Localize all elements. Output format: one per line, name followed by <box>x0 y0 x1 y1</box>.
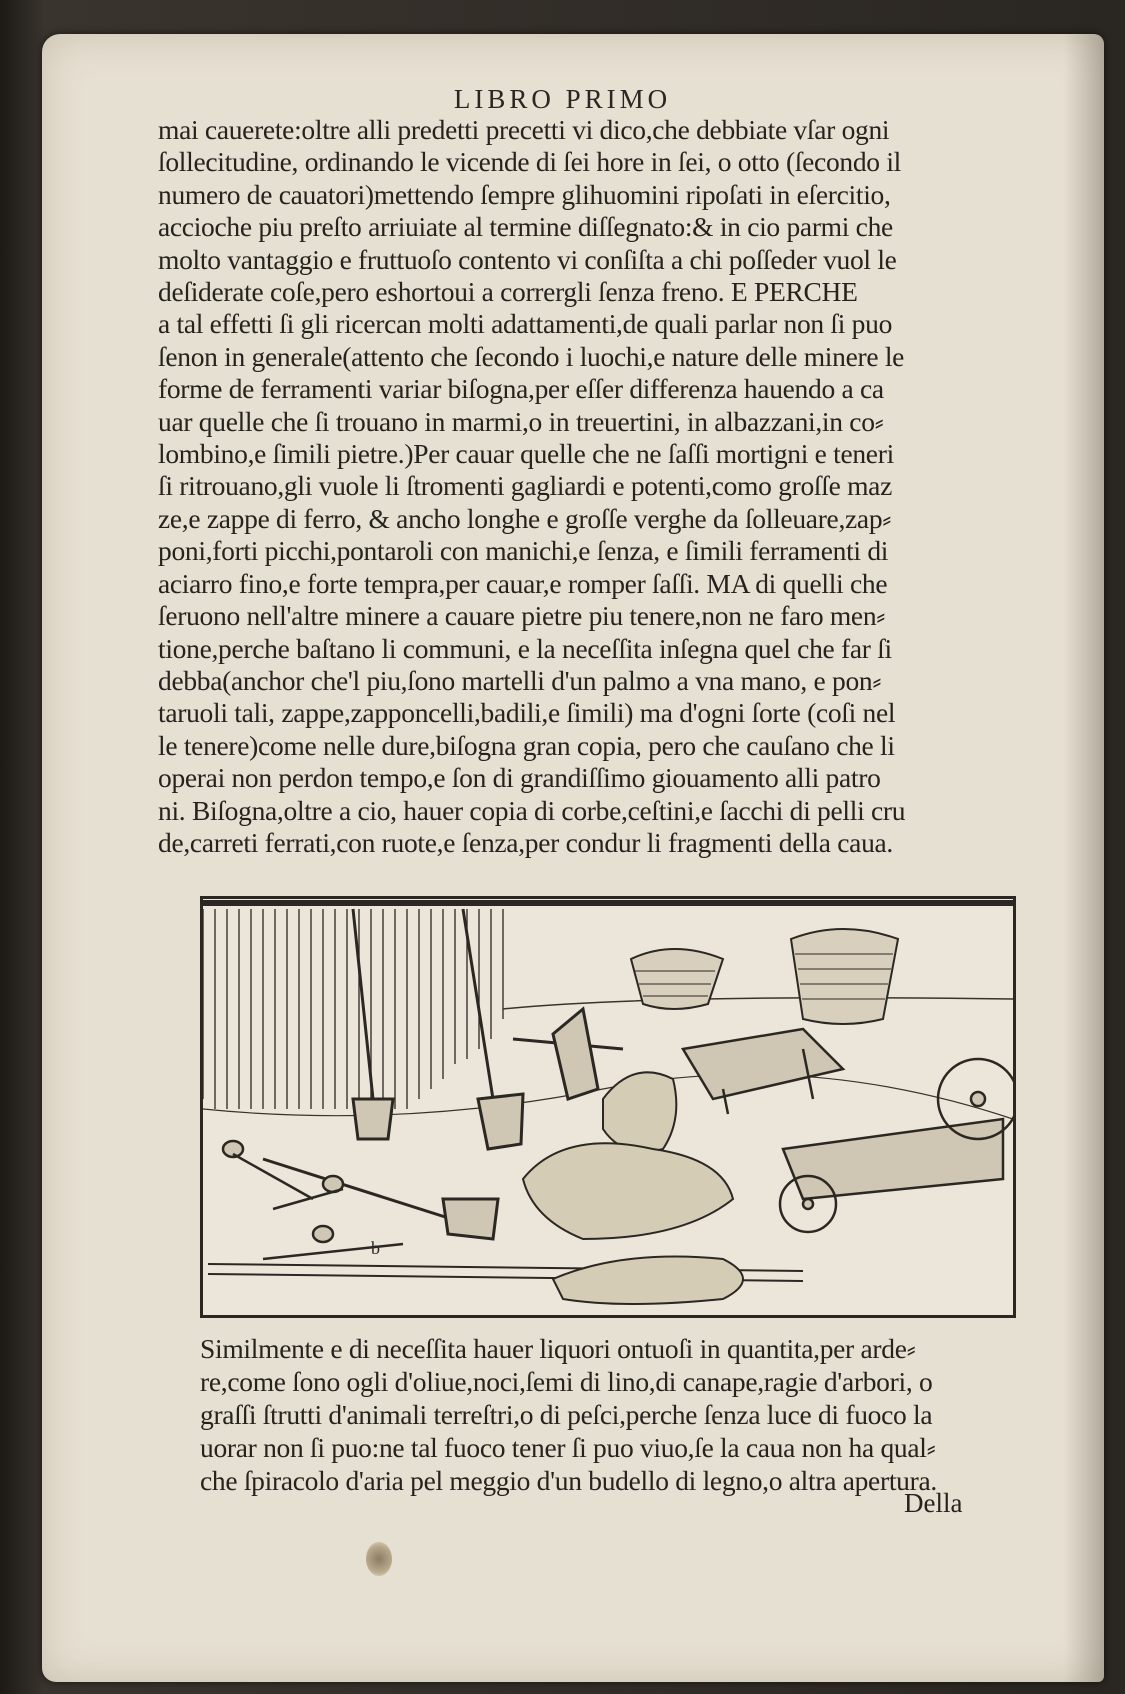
basket-tall <box>791 929 898 1024</box>
text-line: forme de ferramenti variar biſogna,per eſſer differenza hauendo a ca <box>158 373 884 405</box>
woodcut-drawing <box>203 899 1013 1315</box>
text-line: taruoli tali, zappe,zapponcelli,badili,e ſimili) ma d'ogni ſorte (coſi nel <box>158 697 896 729</box>
wall-planks <box>203 909 503 1109</box>
text-line: ſollecitudine, ordinando le vicende di ſei hore in ſei, o otto (ſecondo il <box>158 146 902 178</box>
paper-stain <box>366 1542 392 1576</box>
text-line: a tal effetti ſi gli ricercan molti adattamenti,de quali parlar non ſi puo <box>158 308 893 340</box>
catchword: Della <box>904 1488 963 1518</box>
mattock <box>263 1159 498 1239</box>
text-line: aciarro fino,e forte tempra,per cauar,e romper ſaſſi. MA di quelli che <box>158 567 888 599</box>
lower-text <box>200 1332 1060 1497</box>
text-line: mai cauerete:oltre alli predetti precetti vi dico,che debbiate vſar ogni <box>158 114 890 145</box>
body-text <box>158 114 1040 859</box>
woodcut-letter: b <box>371 1238 380 1258</box>
running-head: LIBRO PRIMO <box>453 84 672 114</box>
text-line: uar quelle che ſi trouano in marmi,o in treuertini, in albazzani,in co⸗ <box>158 405 884 437</box>
text-line: ſenon in generale(attento che ſecondo i luochi,e nature delle minere le <box>158 340 905 372</box>
text-line: ze,e zappe di ferro, & ancho longhe e groſſe verghe da ſolleuare,zap⸗ <box>158 502 892 534</box>
wheelbarrow <box>683 1029 843 1114</box>
text-line: debba(anchor che'l piu,ſono martelli d'un palmo a vna mano, e pon⸗ <box>158 664 882 696</box>
text-line: accioche piu preſto arriuiate al termine diſſegnato:& in cio parmi che <box>158 211 893 243</box>
text-line: deſiderate coſe,pero eshortoui a corrergli ſenza freno. E PERCHE <box>158 276 858 308</box>
cart <box>780 1059 1013 1232</box>
text-line: graſſi ſtrutti d'animali terreſtri,o di peſci,perche ſenza luce di fuoco la <box>200 1399 933 1430</box>
text-line: ſeruono nell'altre minere a cauare pietre piu tenere,non ne faro men⸗ <box>158 600 886 632</box>
text-line: ſi ritrouano,gli vuole li ſtromenti gagliardi e potenti,como groſſe maz <box>158 470 892 502</box>
text-line: poni,forti picchi,pontaroli con manichi,e ſenza, e ſimili ferramenti di <box>158 535 889 567</box>
text-line: uorar non ſi puo:ne tal fuoco tener ſi puo viuo,ſe la caua non ha qual⸗ <box>200 1432 936 1463</box>
text-line: operai non perdon tempo,e ſon di grandiſſimo giouamento alli patro <box>158 762 881 794</box>
text-line: ni. Biſogna,oltre a cio, hauer copia di corbe,ceſtini,e ſacchi di pelli cru <box>158 794 906 826</box>
basket-small <box>631 949 723 1009</box>
text-line: re,come ſono ogli d'oliue,noci,ſemi di lino,di canape,ragie d'arbori, o <box>200 1366 933 1397</box>
text-line: tione,perche baſtano li communi, e la neceſſita inſegna quel che far ſi <box>158 632 892 664</box>
woodcut-illustration <box>200 896 1016 1318</box>
text-line: de,carreti ferrati,con ruote,e ſenza,per condur li fragmenti della caua. <box>158 826 893 858</box>
tools-leaning <box>353 909 623 1149</box>
text-line: numero de cauatori)mettendo ſempre glihuomini ripoſati in eſercitio, <box>158 178 891 210</box>
text-line: le tenere)come nelle dure,biſogna gran copia, pero che cauſano che li <box>158 729 895 761</box>
text-line: Similmente e di neceſſita hauer liquori ontuoſi in quantita,per arde⸗ <box>200 1333 916 1364</box>
text-line: che ſpiracolo d'aria pel meggio d'un budello di legno,o altra apertura. <box>200 1465 937 1496</box>
text-line: lombino,e ſimili pietre.)Per cauar quelle che ne ſaſſi mortigni e teneri <box>158 438 894 470</box>
sacks <box>523 1072 743 1304</box>
text-line: molto vantaggio e fruttuoſo contento vi conſiſta a chi poſſeder vuol le <box>158 243 897 275</box>
